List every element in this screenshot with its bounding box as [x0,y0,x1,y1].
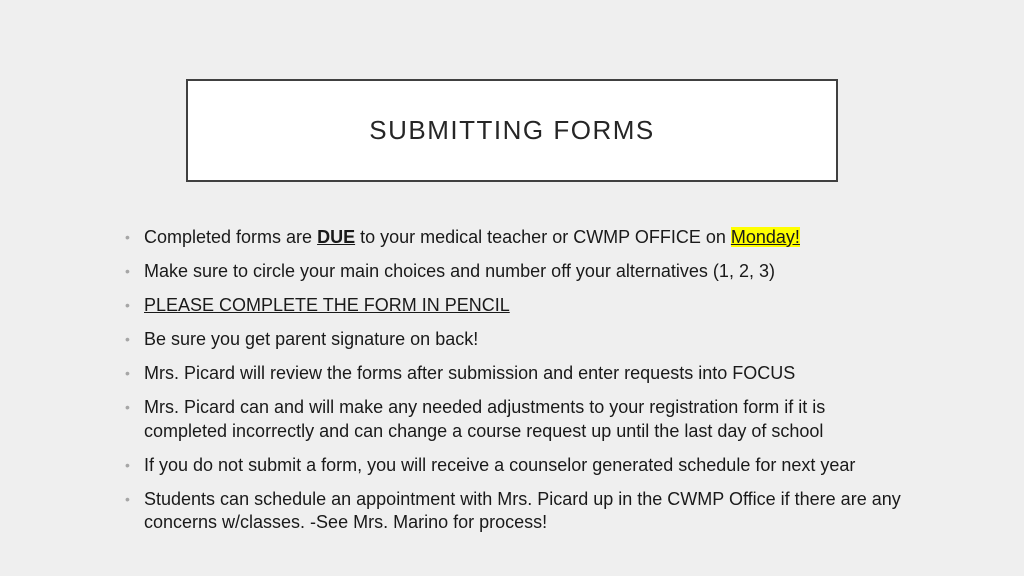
bullet-dot-icon: • [125,229,130,245]
bullet-list [120,226,910,545]
bullet-text: Completed forms are [144,227,318,247]
bullet-circle-choices [120,260,910,284]
bullet-signature [120,328,910,352]
bullet-dot-icon: • [125,331,130,347]
bullet-dot-icon: • [125,263,130,279]
bullet-text: If you do not submit a form, you will receive a counselor generated schedule for next year [144,454,856,475]
bullet-text: Be sure you get parent signature on back! [144,329,479,349]
bullet-due-date [120,226,910,250]
bullet-review [120,362,910,386]
bullet-dot-icon: • [125,399,130,415]
bullet-dot-icon: • [125,456,130,473]
due-emphasis: DUE [317,227,356,247]
bullet-dot-icon: • [125,365,130,381]
bullet-no-form [120,454,910,478]
bullet-pencil [120,294,910,318]
bullet-dot-icon: • [125,297,130,313]
title-box [186,79,838,182]
monday-highlight: Monday! [730,227,800,247]
slide-title: SUBMITTING FORMS [369,115,655,145]
bullet-text: PLEASE COMPLETE THE FORM IN PENCIL [144,295,510,315]
bullet-text: Make sure to circle your main choices and number off your alternatives (1, 2, 3) [144,261,775,281]
bullet-text: to your medical teacher or CWMP OFFICE on [355,227,731,247]
bullet-text: Students can schedule an appointment with Mrs. Picard up in the CWMP Office if there are any concerns w/classes. -See Mrs. Marino for process! [144,488,901,532]
bullet-text: Mrs. Picard will review the forms after submission and enter requests into FOCUS [144,363,796,383]
bullet-adjustments [120,396,910,443]
bullet-appointment [120,488,910,535]
bullet-dot-icon: • [125,490,130,507]
bullet-text: Mrs. Picard can and will make any needed adjustments to your registration form if it is completed incorrectly and can change a course request up until the last day of school [144,397,826,441]
